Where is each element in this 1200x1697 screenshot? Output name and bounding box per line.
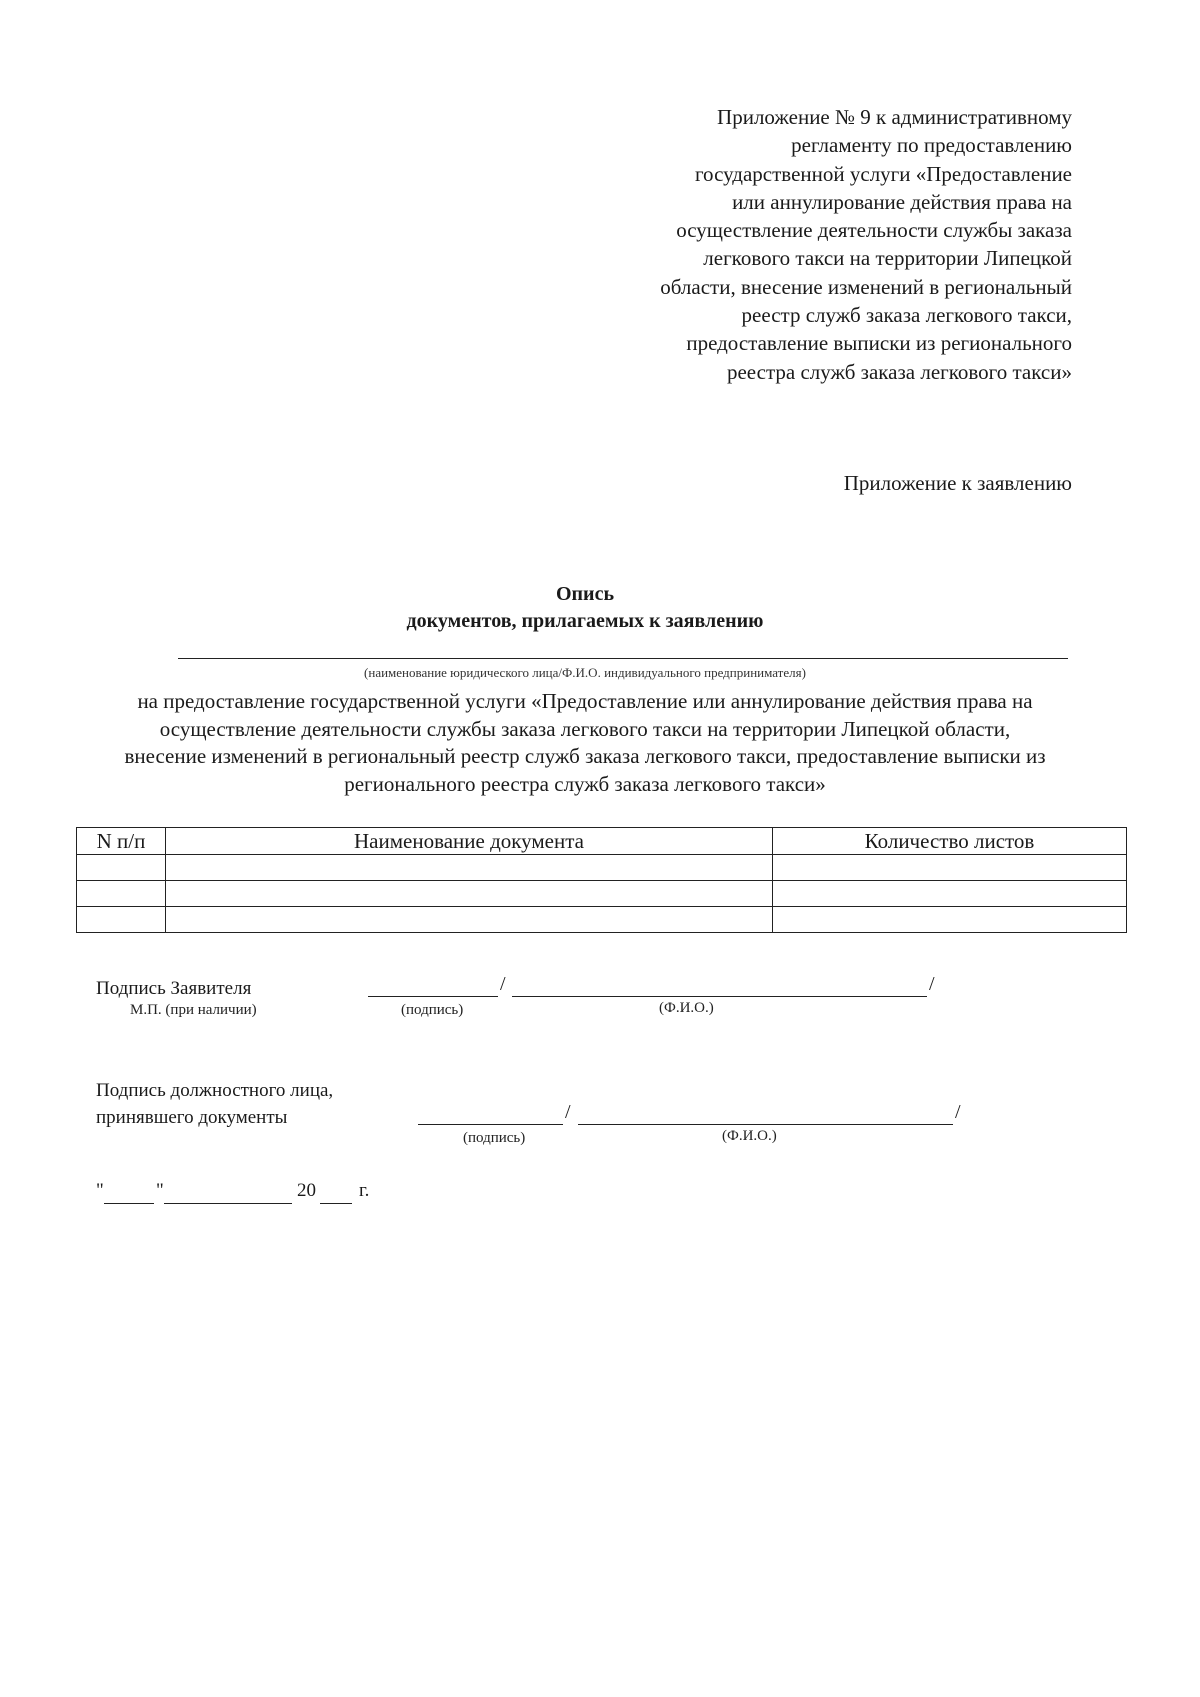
official-name-field[interactable] (578, 1124, 953, 1125)
date-year-field[interactable] (320, 1203, 352, 1204)
table-row (77, 855, 1127, 881)
separator-slash: / (929, 973, 935, 995)
document-subtitle: документов, прилагаемых к заявлению (406, 610, 764, 632)
header-line: Приложение № 9 к административному (717, 105, 1072, 129)
table-cell[interactable] (166, 907, 773, 933)
column-header-number: N п/п (77, 828, 166, 855)
official-signature-field[interactable] (418, 1124, 563, 1125)
date-quote-close: " (156, 1180, 164, 1201)
header-line: реестр служб заказа легкового такси, (741, 303, 1072, 328)
separator-slash: / (565, 1101, 571, 1123)
document-title: Опись (555, 583, 615, 605)
table-row (77, 907, 1127, 933)
header-line: легкового такси на территории Липецкой (703, 246, 1072, 271)
documents-table (76, 827, 1127, 933)
header-line: области, внесение изменений в региональный (660, 274, 1072, 299)
stamp-note: М.П. (при наличии) (130, 1002, 257, 1018)
purpose-line: осуществление деятельности службы заказа легкового такси на территории Липецкой области, (159, 716, 1011, 741)
table-header-row (77, 828, 1127, 855)
table-cell[interactable] (773, 855, 1127, 881)
column-header-sheet-count: Количество листов (773, 828, 1127, 855)
date-quote-open: " (96, 1180, 104, 1201)
purpose-line: внесение изменений в региональный реестр служб заказа легкового такси, предоставление выписки из (124, 744, 1046, 768)
table-cell[interactable] (77, 907, 166, 933)
header-line: государственной услуги «Предоставление (694, 161, 1072, 186)
official-name-caption: (Ф.И.О.) (722, 1128, 777, 1144)
official-signature-label-2: принявшего документы (96, 1107, 288, 1128)
official-signature-caption: (подпись) (463, 1130, 526, 1146)
separator-slash: / (500, 973, 506, 995)
separator-slash: / (955, 1101, 961, 1123)
purpose-text (60, 688, 1110, 798)
official-signature-label: Подпись должностного лица, (96, 1080, 334, 1101)
entity-name-caption: (наименование юридического лица/Ф.И.О. индивидуального предпринимателя) (364, 665, 806, 680)
applicant-signature-field[interactable] (368, 996, 498, 997)
date-day-field[interactable] (104, 1203, 154, 1204)
date-suffix: г. (359, 1180, 370, 1201)
header-line: предоставление выписки из регионального (686, 331, 1072, 356)
entity-name-field[interactable] (178, 658, 1068, 659)
applicant-signature-label: Подпись Заявителя (96, 978, 252, 999)
table-cell[interactable] (773, 907, 1127, 933)
header-line: реестра служб заказа легкового такси» (726, 359, 1072, 384)
table-cell[interactable] (166, 855, 773, 881)
header-line: регламенту по предоставлению (791, 133, 1072, 158)
table-cell[interactable] (166, 881, 773, 907)
date-century: 20 (297, 1180, 316, 1201)
date-month-field[interactable] (164, 1203, 292, 1204)
applicant-name-field[interactable] (512, 996, 927, 997)
applicant-signature-caption: (подпись) (401, 1002, 464, 1018)
table-cell[interactable] (77, 881, 166, 907)
appendix-label: Приложение к заявлению (843, 471, 1072, 495)
purpose-line: регионального реестра служб заказа легкового такси» (344, 771, 826, 796)
table-cell[interactable] (773, 881, 1127, 907)
header-line: осуществление деятельности службы заказа (676, 218, 1072, 243)
table-row (77, 881, 1127, 907)
header-line: или аннулирование действия права на (732, 189, 1072, 214)
table-cell[interactable] (77, 855, 166, 881)
column-header-document-name: Наименование документа (166, 828, 773, 855)
regulation-header (552, 103, 1072, 386)
applicant-name-caption: (Ф.И.О.) (659, 1000, 714, 1016)
purpose-line: на предоставление государственной услуги «Предоставление или аннулирование действия права на (137, 689, 1033, 713)
